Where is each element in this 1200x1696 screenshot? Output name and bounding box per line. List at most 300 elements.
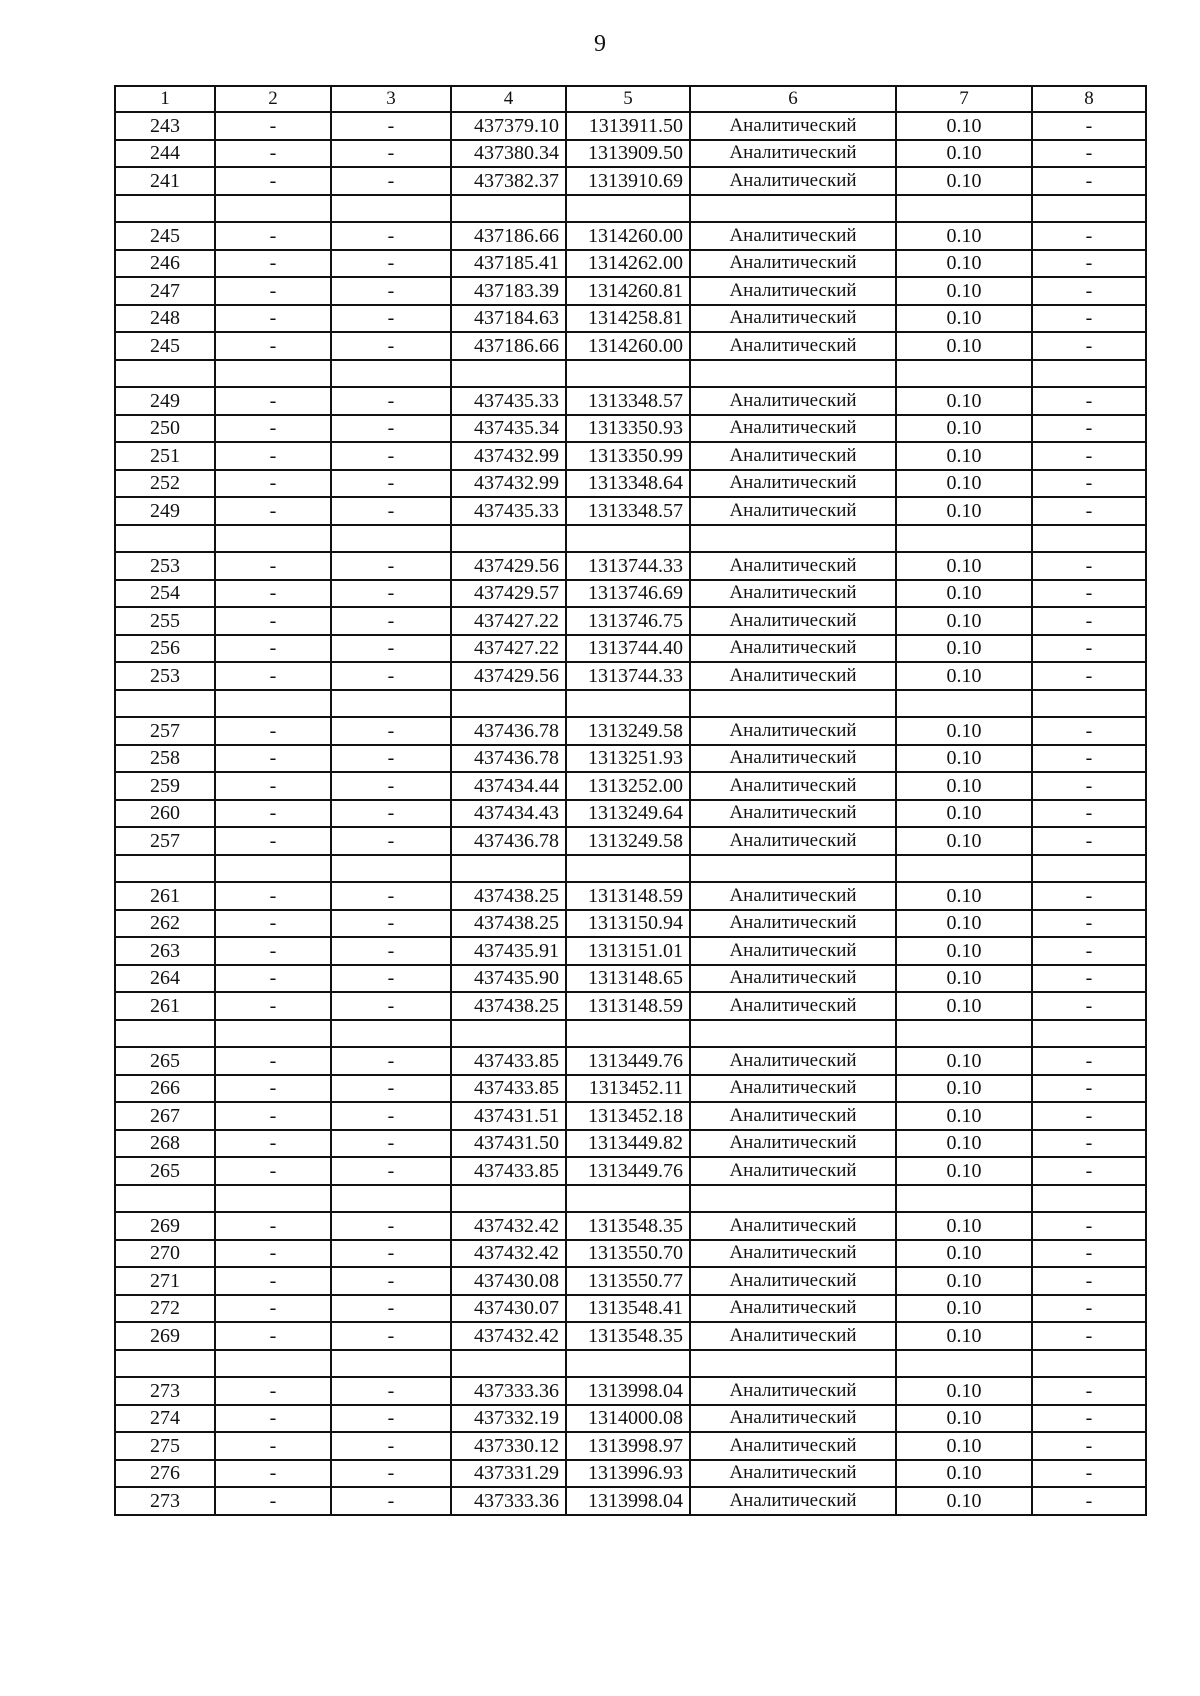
- coordinate-x: 437429.57: [451, 580, 566, 608]
- table-row: [115, 882, 1146, 910]
- coordinate-x: 437380.34: [451, 140, 566, 168]
- accuracy: 0.10: [896, 415, 1032, 443]
- accuracy: 0.10: [896, 882, 1032, 910]
- col-8: -: [1032, 1130, 1146, 1158]
- col-2: -: [215, 415, 331, 443]
- method: Аналитический: [690, 1487, 896, 1515]
- coordinate-y: 1313251.93: [566, 745, 690, 773]
- empty-cell: [115, 855, 215, 883]
- method: Аналитический: [690, 1240, 896, 1268]
- accuracy: 0.10: [896, 1102, 1032, 1130]
- table-row: [115, 607, 1146, 635]
- point-number: 267: [115, 1102, 215, 1130]
- empty-cell: [115, 1020, 215, 1048]
- col-3: -: [331, 635, 451, 663]
- col-3: -: [331, 1432, 451, 1460]
- point-number: 257: [115, 717, 215, 745]
- empty-separator-row: [115, 1185, 1146, 1213]
- point-number: 246: [115, 250, 215, 278]
- empty-cell: [115, 1350, 215, 1378]
- method: Аналитический: [690, 140, 896, 168]
- coordinate-y: 1314260.00: [566, 332, 690, 360]
- col-3: -: [331, 332, 451, 360]
- method: Аналитический: [690, 167, 896, 195]
- method: Аналитический: [690, 992, 896, 1020]
- accuracy: 0.10: [896, 937, 1032, 965]
- table-row: [115, 277, 1146, 305]
- method: Аналитический: [690, 1322, 896, 1350]
- coordinate-y: 1313350.99: [566, 442, 690, 470]
- coordinate-y: 1313150.94: [566, 910, 690, 938]
- col-3: -: [331, 992, 451, 1020]
- empty-cell: [1032, 195, 1146, 223]
- method: Аналитический: [690, 580, 896, 608]
- accuracy: 0.10: [896, 717, 1032, 745]
- coordinate-y: 1313548.35: [566, 1212, 690, 1240]
- col-2: -: [215, 1212, 331, 1240]
- coordinate-y: 1313909.50: [566, 140, 690, 168]
- coordinate-x: 437432.42: [451, 1212, 566, 1240]
- table-row: [115, 1102, 1146, 1130]
- col-3: -: [331, 277, 451, 305]
- col-3: -: [331, 470, 451, 498]
- col-2: -: [215, 965, 331, 993]
- empty-cell: [566, 360, 690, 388]
- accuracy: 0.10: [896, 965, 1032, 993]
- empty-cell: [566, 855, 690, 883]
- empty-cell: [896, 1020, 1032, 1048]
- coordinate-y: 1313998.04: [566, 1377, 690, 1405]
- col-3: -: [331, 1405, 451, 1433]
- col-3: -: [331, 1322, 451, 1350]
- table-row: [115, 305, 1146, 333]
- col-3: -: [331, 1130, 451, 1158]
- coordinate-y: 1313449.76: [566, 1157, 690, 1185]
- col-8: -: [1032, 1047, 1146, 1075]
- col-2: -: [215, 1240, 331, 1268]
- col-3: -: [331, 552, 451, 580]
- point-number: 269: [115, 1212, 215, 1240]
- empty-cell: [896, 690, 1032, 718]
- table-row: [115, 497, 1146, 525]
- accuracy: 0.10: [896, 607, 1032, 635]
- method: Аналитический: [690, 607, 896, 635]
- coordinate-x: 437434.43: [451, 800, 566, 828]
- accuracy: 0.10: [896, 222, 1032, 250]
- method: Аналитический: [690, 112, 896, 140]
- method: Аналитический: [690, 387, 896, 415]
- coordinate-x: 437434.44: [451, 772, 566, 800]
- col-8: -: [1032, 800, 1146, 828]
- accuracy: 0.10: [896, 1240, 1032, 1268]
- point-number: 247: [115, 277, 215, 305]
- coordinate-x: 437438.25: [451, 882, 566, 910]
- coordinate-x: 437433.85: [451, 1157, 566, 1185]
- point-number: 269: [115, 1322, 215, 1350]
- point-number: 255: [115, 607, 215, 635]
- empty-cell: [215, 525, 331, 553]
- table-row: [115, 387, 1146, 415]
- coordinate-x: 437186.66: [451, 332, 566, 360]
- point-number: 258: [115, 745, 215, 773]
- col-8: -: [1032, 552, 1146, 580]
- point-number: 253: [115, 662, 215, 690]
- point-number: 260: [115, 800, 215, 828]
- method: Аналитический: [690, 937, 896, 965]
- col-3: -: [331, 387, 451, 415]
- col-8: -: [1032, 1487, 1146, 1515]
- accuracy: 0.10: [896, 1405, 1032, 1433]
- empty-cell: [896, 525, 1032, 553]
- column-header: 2: [215, 86, 331, 112]
- accuracy: 0.10: [896, 910, 1032, 938]
- coordinate-y: 1314262.00: [566, 250, 690, 278]
- table-row: [115, 1240, 1146, 1268]
- col-8: -: [1032, 992, 1146, 1020]
- coordinate-y: 1313998.04: [566, 1487, 690, 1515]
- col-2: -: [215, 1487, 331, 1515]
- col-8: -: [1032, 1075, 1146, 1103]
- table-row: [115, 1322, 1146, 1350]
- coordinate-y: 1313744.33: [566, 662, 690, 690]
- coordinate-x: 437382.37: [451, 167, 566, 195]
- col-3: -: [331, 497, 451, 525]
- empty-cell: [690, 1185, 896, 1213]
- coordinate-x: 437438.25: [451, 992, 566, 1020]
- col-8: -: [1032, 167, 1146, 195]
- accuracy: 0.10: [896, 442, 1032, 470]
- empty-cell: [896, 360, 1032, 388]
- accuracy: 0.10: [896, 140, 1032, 168]
- empty-cell: [690, 195, 896, 223]
- accuracy: 0.10: [896, 635, 1032, 663]
- point-number: 257: [115, 827, 215, 855]
- coordinate-y: 1313249.64: [566, 800, 690, 828]
- empty-cell: [1032, 1185, 1146, 1213]
- coordinate-y: 1313746.75: [566, 607, 690, 635]
- empty-separator-row: [115, 690, 1146, 718]
- table-row: [115, 1267, 1146, 1295]
- coordinate-y: 1313449.82: [566, 1130, 690, 1158]
- col-3: -: [331, 910, 451, 938]
- empty-cell: [566, 1020, 690, 1048]
- point-number: 275: [115, 1432, 215, 1460]
- accuracy: 0.10: [896, 1487, 1032, 1515]
- method: Аналитический: [690, 1460, 896, 1488]
- coordinate-x: 437432.99: [451, 442, 566, 470]
- coordinate-x: 437436.78: [451, 717, 566, 745]
- coordinate-y: 1314260.81: [566, 277, 690, 305]
- col-2: -: [215, 1267, 331, 1295]
- coordinate-x: 437429.56: [451, 552, 566, 580]
- empty-cell: [451, 1020, 566, 1048]
- col-2: -: [215, 305, 331, 333]
- coordinate-x: 437433.85: [451, 1047, 566, 1075]
- accuracy: 0.10: [896, 992, 1032, 1020]
- empty-cell: [331, 855, 451, 883]
- col-3: -: [331, 1240, 451, 1268]
- coordinate-y: 1313452.18: [566, 1102, 690, 1130]
- point-number: 249: [115, 387, 215, 415]
- method: Аналитический: [690, 1432, 896, 1460]
- table-row: [115, 965, 1146, 993]
- coordinate-x: 437432.42: [451, 1322, 566, 1350]
- coordinate-x: 437435.90: [451, 965, 566, 993]
- method: Аналитический: [690, 745, 896, 773]
- col-2: -: [215, 1157, 331, 1185]
- empty-cell: [1032, 690, 1146, 718]
- accuracy: 0.10: [896, 800, 1032, 828]
- coordinate-y: 1313449.76: [566, 1047, 690, 1075]
- col-2: -: [215, 607, 331, 635]
- col-2: -: [215, 277, 331, 305]
- col-2: -: [215, 497, 331, 525]
- col-8: -: [1032, 1322, 1146, 1350]
- coordinate-y: 1313148.59: [566, 882, 690, 910]
- coordinate-x: 437435.34: [451, 415, 566, 443]
- table-row: [115, 1130, 1146, 1158]
- coordinate-x: 437432.42: [451, 1240, 566, 1268]
- coordinate-y: 1313744.33: [566, 552, 690, 580]
- col-3: -: [331, 745, 451, 773]
- table-row: [115, 112, 1146, 140]
- col-2: -: [215, 1460, 331, 1488]
- coordinate-y: 1313548.35: [566, 1322, 690, 1350]
- coordinate-y: 1314258.81: [566, 305, 690, 333]
- coordinate-y: 1313148.65: [566, 965, 690, 993]
- col-2: -: [215, 140, 331, 168]
- col-8: -: [1032, 607, 1146, 635]
- coordinate-x: 437438.25: [451, 910, 566, 938]
- col-8: -: [1032, 965, 1146, 993]
- coordinate-x: 437435.91: [451, 937, 566, 965]
- point-number: 268: [115, 1130, 215, 1158]
- accuracy: 0.10: [896, 277, 1032, 305]
- column-header: 6: [690, 86, 896, 112]
- method: Аналитический: [690, 552, 896, 580]
- coordinate-y: 1313452.11: [566, 1075, 690, 1103]
- table-row: [115, 167, 1146, 195]
- col-2: -: [215, 250, 331, 278]
- table-row: [115, 910, 1146, 938]
- empty-cell: [215, 1350, 331, 1378]
- coordinate-x: 437379.10: [451, 112, 566, 140]
- empty-separator-row: [115, 525, 1146, 553]
- col-2: -: [215, 112, 331, 140]
- col-2: -: [215, 167, 331, 195]
- empty-cell: [215, 1185, 331, 1213]
- col-8: -: [1032, 112, 1146, 140]
- table-row: [115, 1377, 1146, 1405]
- coordinate-x: 437429.56: [451, 662, 566, 690]
- accuracy: 0.10: [896, 745, 1032, 773]
- col-3: -: [331, 1487, 451, 1515]
- table-row: [115, 1432, 1146, 1460]
- coordinate-x: 437185.41: [451, 250, 566, 278]
- point-number: 248: [115, 305, 215, 333]
- col-3: -: [331, 882, 451, 910]
- col-2: -: [215, 1322, 331, 1350]
- table-row: [115, 635, 1146, 663]
- point-number: 263: [115, 937, 215, 965]
- coordinate-x: 437430.08: [451, 1267, 566, 1295]
- column-header: 7: [896, 86, 1032, 112]
- accuracy: 0.10: [896, 167, 1032, 195]
- coordinate-y: 1313148.59: [566, 992, 690, 1020]
- point-number: 243: [115, 112, 215, 140]
- table-row: [115, 827, 1146, 855]
- coordinate-y: 1313348.64: [566, 470, 690, 498]
- coordinate-y: 1313910.69: [566, 167, 690, 195]
- point-number: 252: [115, 470, 215, 498]
- accuracy: 0.10: [896, 497, 1032, 525]
- coordinate-x: 437331.29: [451, 1460, 566, 1488]
- empty-cell: [896, 855, 1032, 883]
- col-2: -: [215, 552, 331, 580]
- empty-cell: [215, 360, 331, 388]
- point-number: 249: [115, 497, 215, 525]
- coordinate-x: 437433.85: [451, 1075, 566, 1103]
- empty-cell: [690, 690, 896, 718]
- coordinate-y: 1314000.08: [566, 1405, 690, 1433]
- col-8: -: [1032, 1295, 1146, 1323]
- accuracy: 0.10: [896, 1047, 1032, 1075]
- col-3: -: [331, 442, 451, 470]
- coordinate-x: 437427.22: [451, 607, 566, 635]
- table-row: [115, 800, 1146, 828]
- empty-cell: [690, 360, 896, 388]
- col-2: -: [215, 580, 331, 608]
- col-8: -: [1032, 470, 1146, 498]
- col-2: -: [215, 442, 331, 470]
- table-row: [115, 415, 1146, 443]
- empty-cell: [896, 1350, 1032, 1378]
- col-2: -: [215, 882, 331, 910]
- col-8: -: [1032, 305, 1146, 333]
- col-3: -: [331, 662, 451, 690]
- col-3: -: [331, 1102, 451, 1130]
- empty-cell: [331, 360, 451, 388]
- empty-cell: [1032, 855, 1146, 883]
- accuracy: 0.10: [896, 662, 1032, 690]
- coordinate-x: 437431.51: [451, 1102, 566, 1130]
- column-header: 1: [115, 86, 215, 112]
- point-number: 271: [115, 1267, 215, 1295]
- empty-cell: [331, 690, 451, 718]
- col-3: -: [331, 1047, 451, 1075]
- col-8: -: [1032, 222, 1146, 250]
- column-header: 5: [566, 86, 690, 112]
- method: Аналитический: [690, 662, 896, 690]
- table-row: [115, 1157, 1146, 1185]
- col-3: -: [331, 222, 451, 250]
- empty-cell: [451, 1185, 566, 1213]
- coordinate-y: 1314260.00: [566, 222, 690, 250]
- point-number: 253: [115, 552, 215, 580]
- col-3: -: [331, 580, 451, 608]
- col-2: -: [215, 1295, 331, 1323]
- accuracy: 0.10: [896, 1322, 1032, 1350]
- coordinate-x: 437432.99: [451, 470, 566, 498]
- point-number: 265: [115, 1047, 215, 1075]
- coordinate-x: 437430.07: [451, 1295, 566, 1323]
- col-2: -: [215, 1130, 331, 1158]
- column-header: 4: [451, 86, 566, 112]
- col-2: -: [215, 937, 331, 965]
- col-8: -: [1032, 140, 1146, 168]
- coordinate-y: 1313744.40: [566, 635, 690, 663]
- col-2: -: [215, 635, 331, 663]
- table-row: [115, 937, 1146, 965]
- method: Аналитический: [690, 1405, 896, 1433]
- col-8: -: [1032, 1212, 1146, 1240]
- col-3: -: [331, 140, 451, 168]
- col-2: -: [215, 1405, 331, 1433]
- table-row: [115, 1460, 1146, 1488]
- empty-cell: [896, 1185, 1032, 1213]
- accuracy: 0.10: [896, 387, 1032, 415]
- col-2: -: [215, 772, 331, 800]
- point-number: 264: [115, 965, 215, 993]
- coordinate-y: 1313996.93: [566, 1460, 690, 1488]
- point-number: 265: [115, 1157, 215, 1185]
- col-3: -: [331, 965, 451, 993]
- empty-separator-row: [115, 855, 1146, 883]
- accuracy: 0.10: [896, 1460, 1032, 1488]
- point-number: 273: [115, 1377, 215, 1405]
- point-number: 262: [115, 910, 215, 938]
- method: Аналитический: [690, 305, 896, 333]
- method: Аналитический: [690, 827, 896, 855]
- accuracy: 0.10: [896, 112, 1032, 140]
- coordinate-x: 437333.36: [451, 1377, 566, 1405]
- table-row: [115, 470, 1146, 498]
- col-3: -: [331, 937, 451, 965]
- empty-cell: [690, 1020, 896, 1048]
- empty-cell: [566, 1185, 690, 1213]
- empty-cell: [566, 1350, 690, 1378]
- table-row: [115, 1487, 1146, 1515]
- method: Аналитический: [690, 277, 896, 305]
- col-8: -: [1032, 277, 1146, 305]
- accuracy: 0.10: [896, 552, 1032, 580]
- col-3: -: [331, 717, 451, 745]
- point-number: 272: [115, 1295, 215, 1323]
- empty-separator-row: [115, 1350, 1146, 1378]
- table-body: [115, 112, 1146, 1515]
- method: Аналитический: [690, 882, 896, 910]
- method: Аналитический: [690, 965, 896, 993]
- accuracy: 0.10: [896, 1130, 1032, 1158]
- method: Аналитический: [690, 800, 896, 828]
- col-8: -: [1032, 827, 1146, 855]
- coordinate-x: 437436.78: [451, 745, 566, 773]
- empty-cell: [331, 1185, 451, 1213]
- col-2: -: [215, 910, 331, 938]
- point-number: 276: [115, 1460, 215, 1488]
- point-number: 245: [115, 222, 215, 250]
- empty-cell: [451, 195, 566, 223]
- empty-cell: [115, 360, 215, 388]
- empty-cell: [566, 195, 690, 223]
- method: Аналитический: [690, 772, 896, 800]
- col-2: -: [215, 332, 331, 360]
- col-2: -: [215, 470, 331, 498]
- coordinate-y: 1313249.58: [566, 717, 690, 745]
- method: Аналитический: [690, 250, 896, 278]
- coordinate-y: 1313550.77: [566, 1267, 690, 1295]
- coordinate-x: 437333.36: [451, 1487, 566, 1515]
